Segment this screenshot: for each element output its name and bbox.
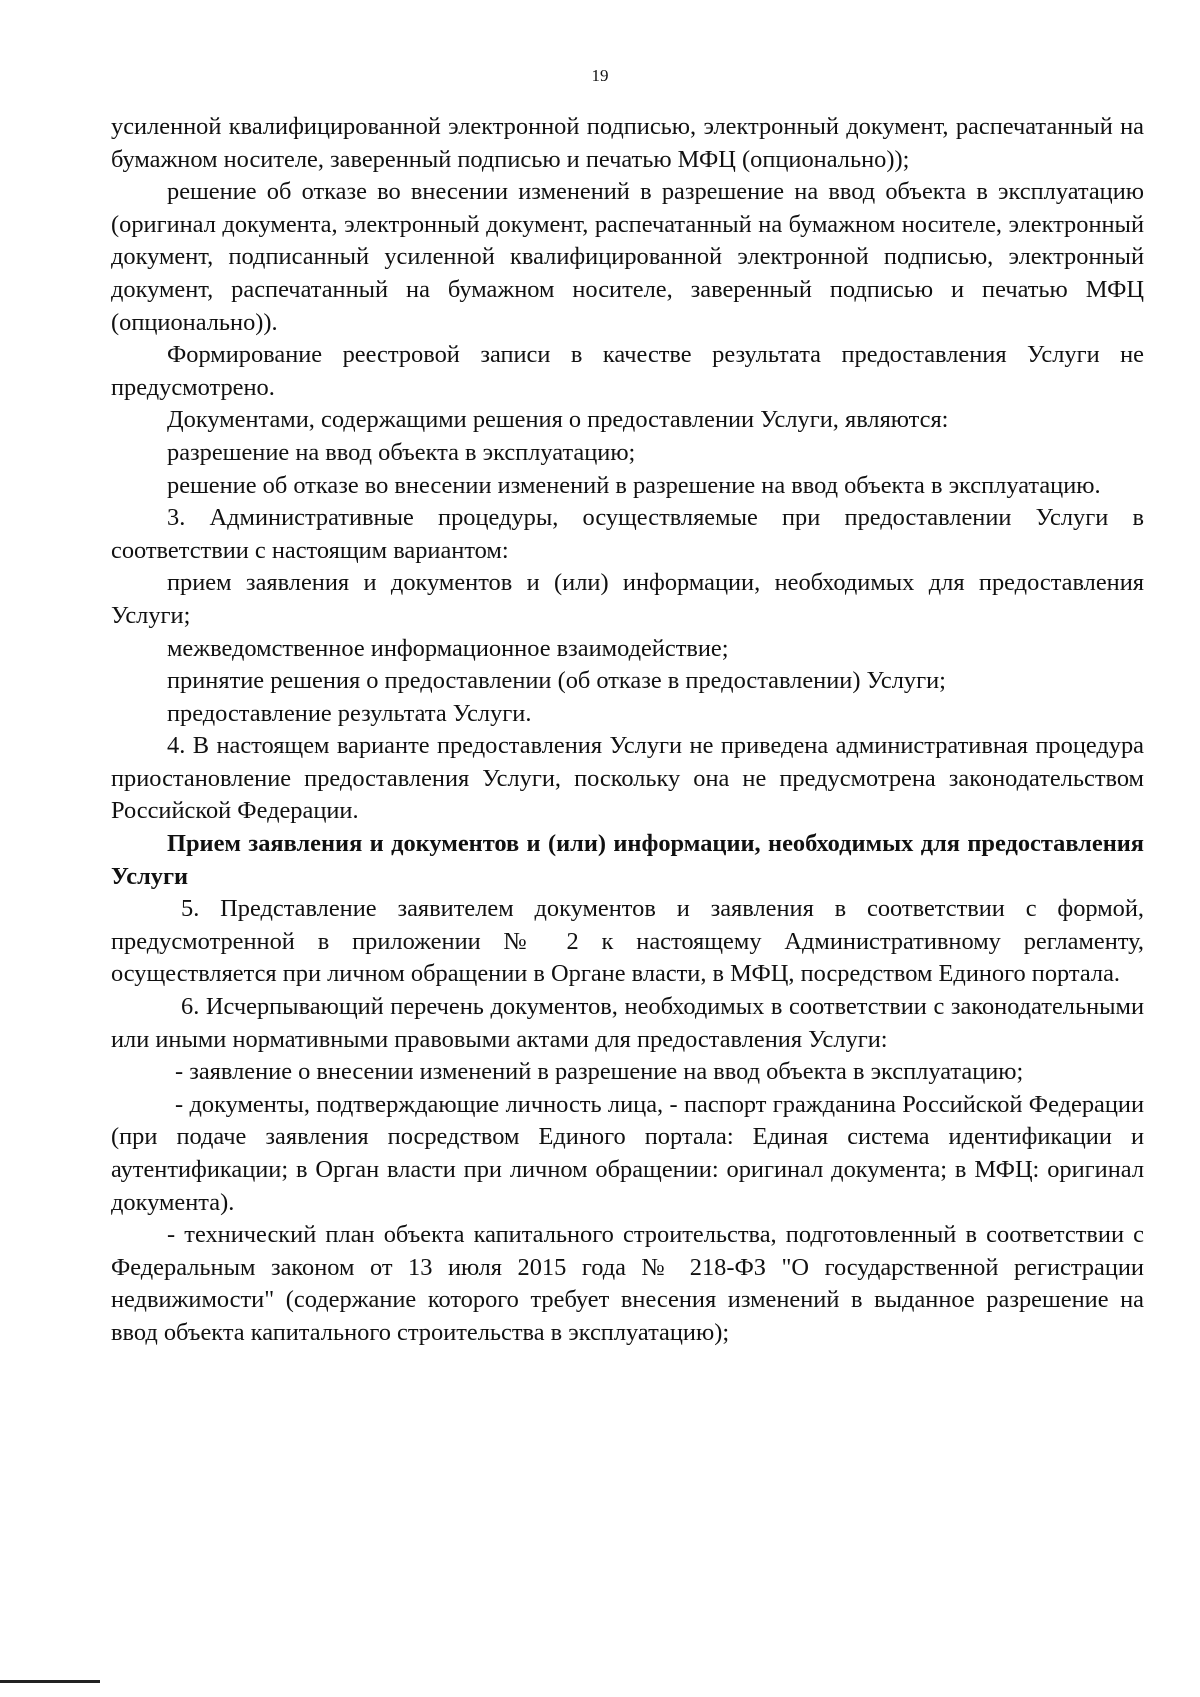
paragraph: 4. В настоящем варианте предоставления Услуги не приведена административная процедура приостановление предоставления Услуги, поскольку она не предусмотрена законодательством Российской Федерации. [111,732,1144,825]
paragraph: межведомственное информационное взаимодействие; [167,634,729,662]
paragraph: решение об отказе во внесении изменений в разрешение на ввод объекта в эксплуатацию. [167,471,1101,499]
paragraph: 6. Исчерпывающий перечень документов, необходимых в соответствии с законодательными или иными нормативными правовыми актами для предоставления Услуги: [111,993,1144,1053]
paragraph: прием заявления и документов и (или) информации, необходимых для предоставления Услуги; [111,569,1144,629]
paragraph: усиленной квалифицированной электронной подписью, электронный документ, распечатанный на бумажном носителе, заверенный подписью и печатью МФЦ (опционально)); [111,113,1144,173]
document-body [111,111,1144,1350]
paragraph: 3. Административные процедуры, осуществляемые при предоставлении Услуги в соответствии с настоящим вариантом: [111,504,1144,564]
paragraph: решение об отказе во внесении изменений в разрешение на ввод объекта в эксплуатацию (оригинал документа, электронный документ, распечатанный на бумажном носителе, электронный документ, подписанный усиленной квалифицированной электронной подписью, электронный документ, распечатанный на бумажном носителе, заверенный подписью и печатью МФЦ (опционально)). [111,178,1144,336]
list-item: - заявление о внесении изменений в разрешение на ввод объекта в эксплуатацию; [175,1058,1024,1086]
paragraph: предоставление результата Услуги. [167,699,532,727]
paragraph: разрешение на ввод объекта в эксплуатацию; [167,438,636,466]
scan-edge-mark [0,1680,100,1683]
list-item: - технический план объекта капитального строительства, подготовленный в соответствии с Федеральным законом от 13 июля 2015 года № 218-ФЗ "О государственной регистрации недвижимости" (содержание которого требует внесения изменений в выданное разрешение на ввод объекта капитального строительства в эксплуатацию); [111,1221,1144,1346]
paragraph: Документами, содержащими решения о предоставлении Услуги, являются: [167,406,949,434]
section-heading: Прием заявления и документов и (или) информации, необходимых для предоставления Услуги [111,830,1144,890]
list-item: - документы, подтверждающие личность лица, - паспорт гражданина Российской Федерации (при подаче заявления посредством Единого портала: Единая система идентификации и аутентификации; в Орган власти при личном обращении: оригинал документа; в МФЦ: оригинал документа). [111,1090,1144,1216]
paragraph: Формирование реестровой записи в качестве результата предоставления Услуги не предусмотрено. [111,341,1144,401]
paragraph: 5. Представление заявителем документов и заявления в соответствии с формой, предусмотренной в приложении № 2 к настоящему Административному регламенту, осуществляется при личном обращении в Органе власти, в МФЦ, посредством Единого портала. [111,895,1144,988]
paragraph: принятие решения о предоставлении (об отказе в предоставлении) Услуги; [167,667,946,695]
page-number: 19 [591,66,609,85]
